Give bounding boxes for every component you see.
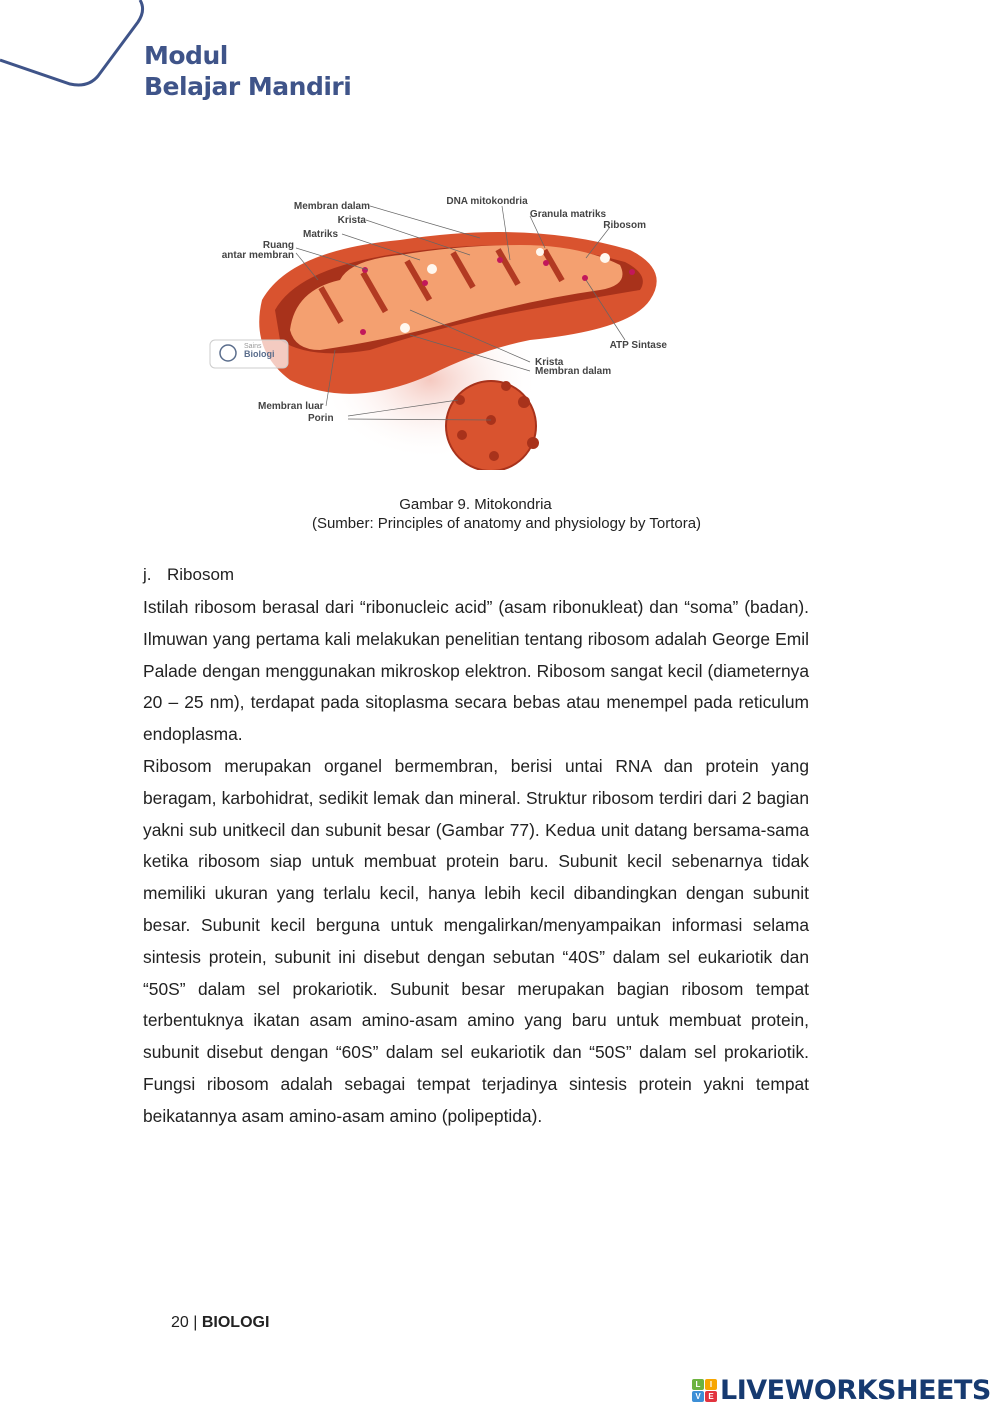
section-heading [143,565,234,585]
page-number: 20 [171,1314,189,1331]
brand-line-1: Modul [144,41,228,70]
footer-separator: | [193,1314,198,1331]
figure-label: DNA mitokondria [446,196,528,207]
body-text [143,592,809,1133]
section-marker: j. [143,565,152,584]
figure-label: Granula matriks [529,209,607,220]
watermark [210,340,288,368]
figure-label: Membran luar [258,401,324,412]
figure-label: Biologi [244,349,275,359]
liveworksheets-logo [692,1375,991,1406]
figure-label: Sains [244,343,262,350]
figure-label: antar membran [221,250,294,261]
logo-text: LIVEWORKSHEETS [720,1375,991,1406]
paragraph: Istilah ribosom berasal dari “ribonucleic acid” (asam ribonukleat) dan “soma” (badan). Ilmuwan yang pertama kali melakukan penelitian tentang ribosom adalah George Emil Palade dengan menggunakan mikroskop elektron. Ribosom sangat kecil (diameternya 20 – 25 nm), terdapat pada sitoplasma secara bebas atau menempel pada reticulum endoplasma. [143,597,809,745]
page-footer [171,1314,269,1332]
figure-label: Ruang [262,240,294,251]
figure-caption-source: (Sumber: Principles of anatomy and physiology by Tortora) [311,515,702,532]
paragraph: Ribosom merupakan organel bermembran, berisi untai RNA dan protein yang beragam, karbohidrat, sedikit lemak dan mineral. Struktur ribosom terdiri dari 2 bagian yakni sub unitkecil dan subunit besar (Gambar 77). Kedua unit datang bersama-sama ketika ribosom siap untuk membuat protein baru. Subunit kecil sebenarnya tidak memiliki ukuran yang terlalu kecil, hanya lebih kecil dibandingkan dengan subunit besar. Subunit kecil berguna untuk mengalirkan/menyampaikan informasi selama sintesis protein, subunit ini disebut dengan sebutan “40S” dalam sel eukariotik dan “50S” dalam sel prokariotik. Subunit besar merupakan bagian ribosom tempat terbentuknya ikatan asam amino-asam amino yang baru untuk membuat protein, subunit disebut dengan “60S” dalam sel eukariotik dan “50S” dalam sel prokariotik. Fungsi ribosom adalah sebagai tempat terjadinya sintesis protein yakni tempat beikatannya asam amino-asam amino (polipeptida). [143,755,809,1126]
brand-line-2: Belajar Mandiri [144,72,352,101]
figure-caption-title: Gambar 9. Mitokondria [399,496,552,513]
module-brand [144,40,351,102]
figure-label: Krista [337,215,366,226]
figure-label: Krista [535,357,564,368]
figure-label: Ribosom [603,220,646,231]
mitochondria-figure [200,190,680,470]
figure-label: Membran dalam [293,201,370,212]
corner-decoration [0,0,160,100]
live-blocks-icon: L I V E [692,1379,717,1402]
section-title: Ribosom [167,565,235,584]
figure-label: Matriks [302,229,338,240]
figure-label: Porin [308,413,334,424]
figure-label: ATP Sintase [609,340,667,351]
figure-label: Membran dalam [535,366,612,377]
subject-name: BIOLOGI [201,1314,270,1331]
